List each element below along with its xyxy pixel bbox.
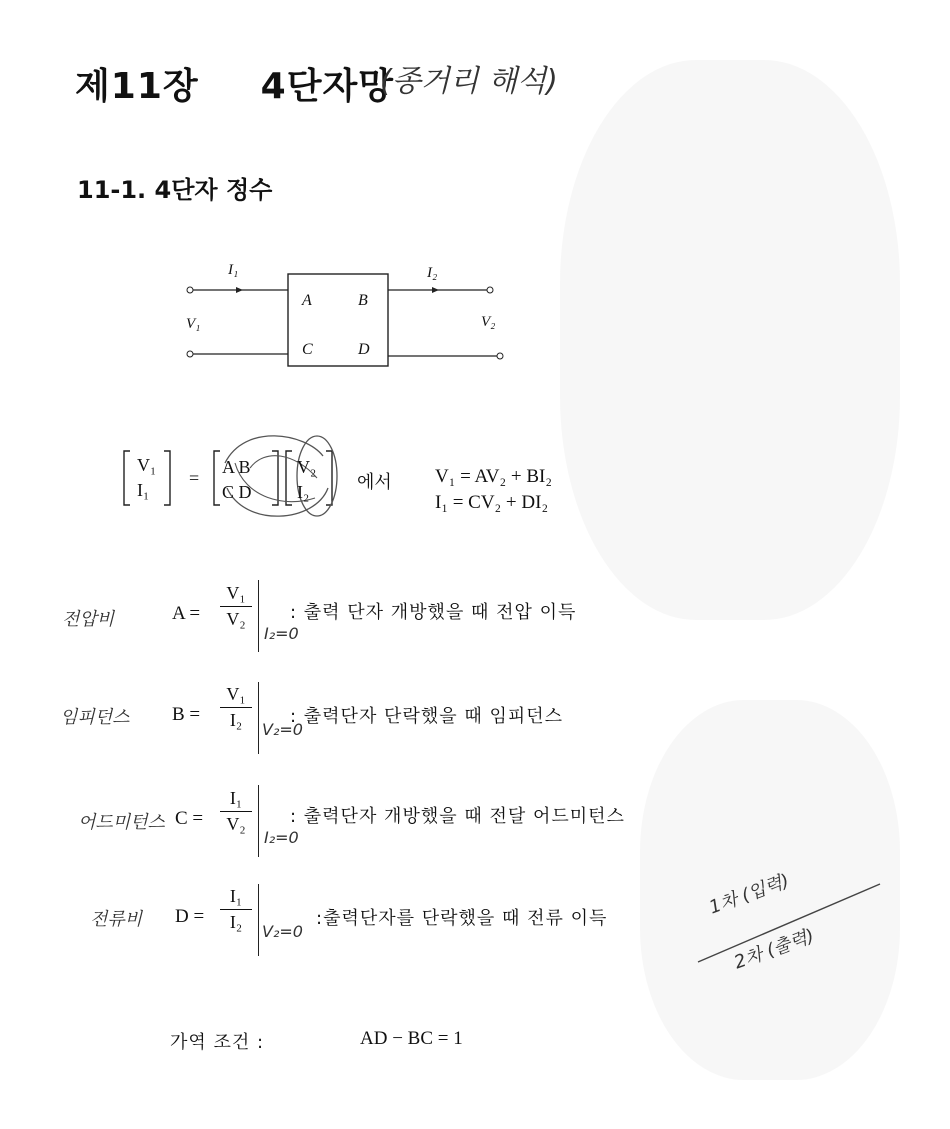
param-d-eval-bar [258,884,259,956]
reciprocity-label: 가역 조건 : [170,1032,265,1053]
matrix-rhs-bottom: I₂ [297,482,310,502]
box-label-d: D [358,341,370,358]
param-a-fraction [220,583,252,630]
param-c-handwritten-name: 어드미턴스 [78,812,165,833]
chapter-title [75,58,394,109]
matrix-mid-top: A B [222,457,251,477]
param-a-description: : 출력 단자 개방했을 때 전압 이득 [290,602,577,623]
current-arrow-i2 [432,287,439,293]
terminal-in-bottom [187,351,193,357]
box-label-b: B [358,292,368,309]
param-b-handwritten-name: 임피던스 [60,707,130,728]
param-d-denominator: I₂ [229,912,243,932]
param-b-numerator: V₁ [226,684,246,704]
box-label-a: A [302,292,312,309]
matrix-lhs-bottom: I₁ [137,480,150,500]
param-a-numerator: V₁ [226,583,246,603]
current-arrow-i1 [236,287,243,293]
param-b-description: : 출력단자 단락했을 때 임피던스 [290,706,563,727]
param-c-numerator: I₁ [229,788,243,808]
terminal-out-top [487,287,493,293]
param-a-symbol: A = [172,603,201,624]
param-c-description: : 출력단자 개방했을 때 전달 어드미턴스 [290,806,625,827]
param-d-symbol: D = [175,906,205,927]
param-b-denominator: I₂ [229,710,243,730]
param-c-condition: I₂=0 [264,828,299,847]
param-c-eval-bar [258,785,259,857]
param-b-fraction [220,684,252,731]
param-d-condition: V₂=0 [262,922,303,941]
equals-sign: = [189,468,200,488]
param-c-symbol: C = [175,808,204,829]
eseo-label: 에서 [357,472,392,493]
chapter-label: 제11장 [75,66,199,107]
box-label-c: C [302,341,313,358]
label-v2: V₂ [481,314,496,330]
param-b-condition: V₂=0 [262,720,303,739]
param-d-handwritten-name: 전류비 [90,909,143,930]
param-d-numerator: I₁ [229,886,243,906]
param-b-symbol: B = [172,704,201,725]
equation-i1: I₁ = CV₂ + DI₂ [435,492,549,513]
param-d-fraction [220,886,252,933]
param-d-description: :출력단자를 단락했을 때 전류 이득 [316,908,608,929]
equation-v1: V₁ = AV₂ + BI₂ [435,466,552,487]
side-note-top: 1차 (입력) [706,870,792,919]
param-c-fraction [220,788,252,835]
reciprocity-equation: AD − BC = 1 [360,1028,463,1049]
terminal-out-bottom [497,353,503,359]
matrix-mid-bottom: C D [222,482,252,502]
chapter-handwritten-note: (종거리 해석) [380,64,558,99]
matrix-rhs-top: V₂ [297,457,317,477]
label-i2: I₂ [427,265,438,281]
param-a-eval-bar [258,580,259,652]
param-a-handwritten-name: 전압비 [62,609,115,630]
param-c-denominator: V₂ [226,814,246,834]
chapter-name: 4단자망 [260,66,395,107]
param-a-condition: I₂=0 [264,624,299,643]
label-v1: V₁ [186,316,201,332]
section-title: 11-1. 4단자 정수 [77,176,273,204]
terminal-in-top [187,287,193,293]
param-a-denominator: V₂ [226,609,246,629]
label-i1: I₁ [228,262,239,278]
matrix-lhs-top: V₁ [137,455,157,475]
scan-shadow [560,60,900,620]
side-note-bottom: 2차 (출력) [731,925,817,974]
param-b-eval-bar [258,682,259,754]
